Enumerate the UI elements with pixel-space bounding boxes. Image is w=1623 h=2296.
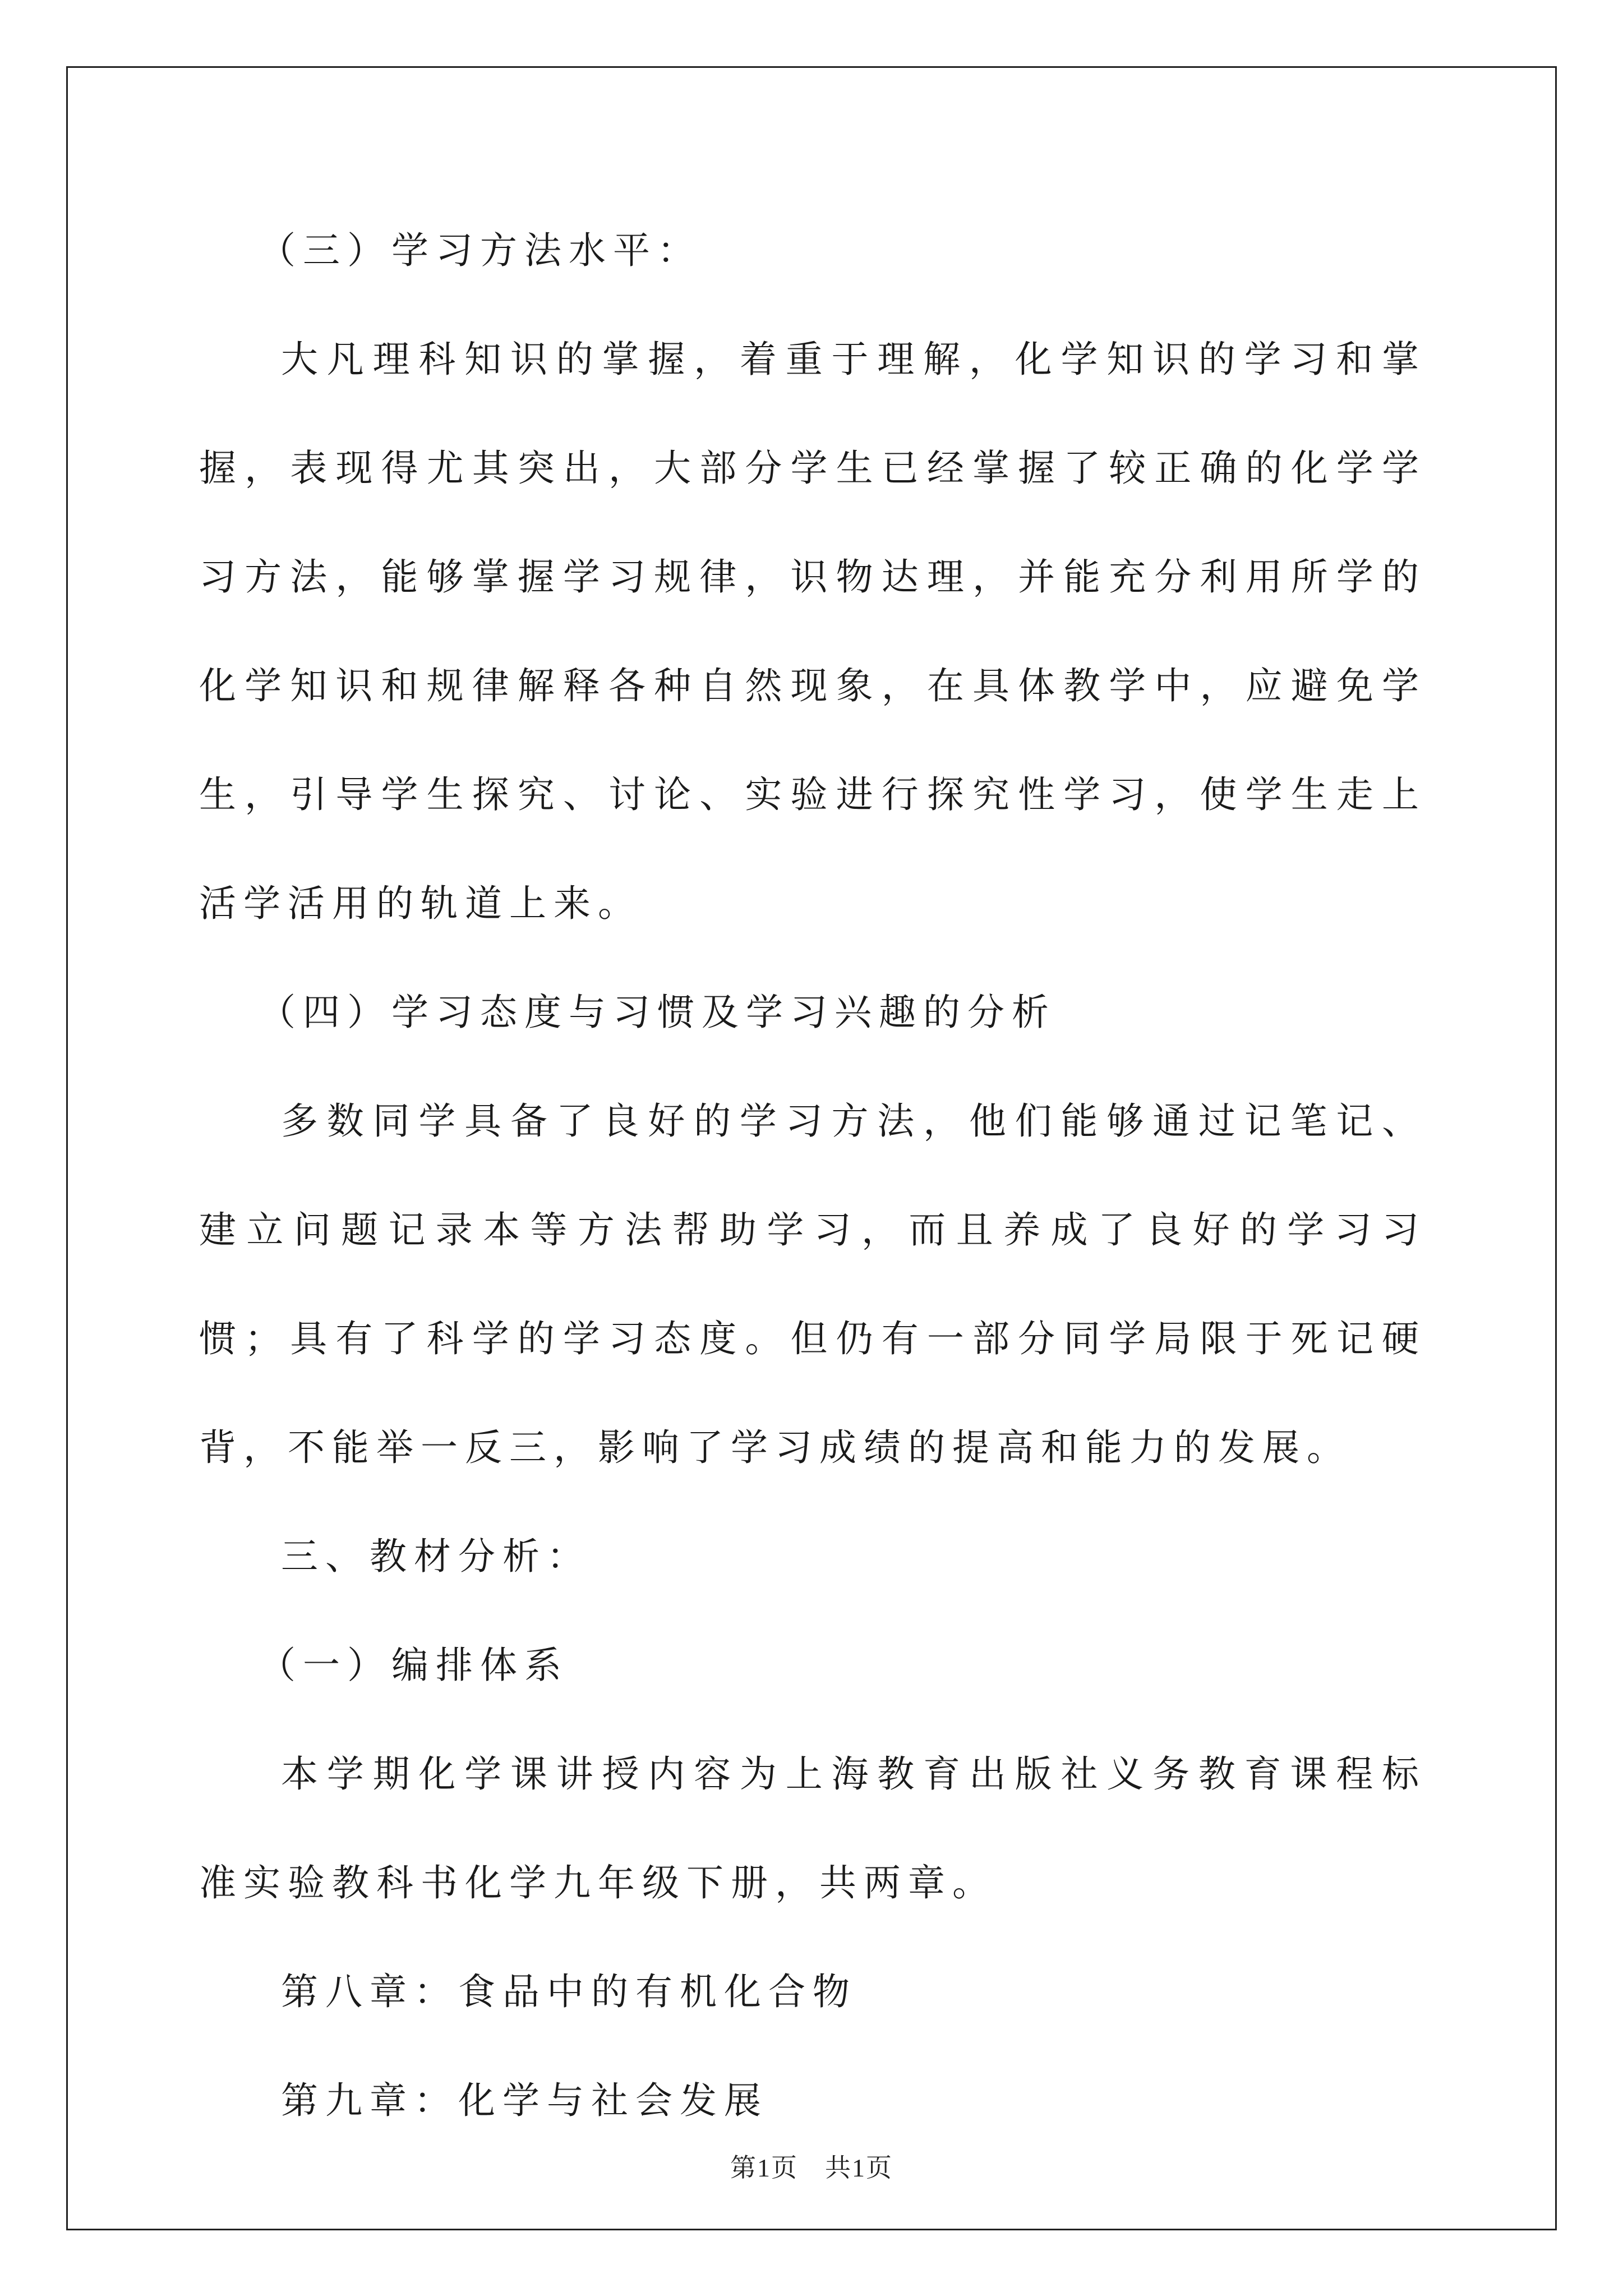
paragraph-learning-methods: 大凡理科知识的掌握，着重于理解，化学知识的学习和掌握，表现得尤其突出，大部分学生已经掌握了较正确的化学学习方法，能够掌握学习规律，识物达理，并能充分利用所学的化学知识和规律解释各种自然现象，在具体教学中，应避免学生，引导学生探究、讨论、实验进行探究性学习，使学生走上活学活用的轨道上来。: [199, 338, 1426, 925]
page-footer: [0, 2147, 1623, 2184]
document-body: [199, 196, 1426, 2155]
paragraph-textbook-content: 本学期化学课讲授内容为上海教育出版社义务教育课程标准实验教科书化学九年级下册，共两章。: [199, 1752, 1426, 1904]
page-number-current: 第1页: [730, 2154, 798, 2182]
section-heading-learning-methods: （三）学习方法水平：: [259, 229, 702, 272]
page-number-total: 共1页: [825, 2154, 893, 2182]
paragraph-attitude-habits: 多数同学具备了良好的学习方法，他们能够通过记笔记、建立问题记录本等方法帮助学习，而且养成了良好的学习习惯；具有了科学的学习态度。但仍有一部分同学局限于死记硬背，不能举一反三，影响了学习成绩的提高和能力的发展。: [199, 1099, 1426, 1469]
section-heading-attitude-habits: （四）学习态度与习惯及学习兴趣的分析: [259, 991, 1056, 1034]
chapter-nine-line: 第九章：化学与社会发展: [281, 2079, 768, 2122]
chapter-eight-line: 第八章：食品中的有机化合物: [281, 1970, 857, 2013]
section-heading-arrangement-system: （一）编排体系: [259, 1644, 569, 1687]
section-heading-textbook-analysis: 三、教材分析：: [281, 1535, 591, 1578]
